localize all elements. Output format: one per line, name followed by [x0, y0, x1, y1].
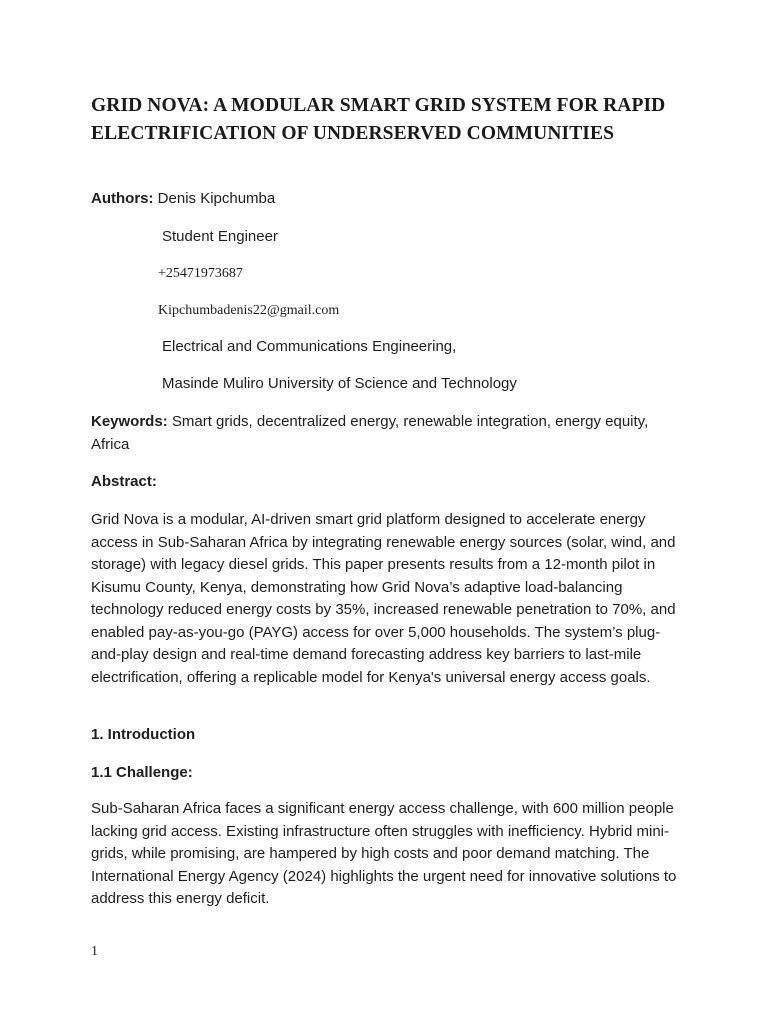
keywords-line: [91, 411, 681, 456]
abstract-text: Grid Nova is a modular, AI-driven smart grid platform designed to accelerate energy access in Sub-Saharan Africa by integrating renewable energy sources (solar, wind, and storage) with legacy diesel grids. This paper presents results from a 12-month pilot in Kisumu County, Kenya, demonstrating how Grid Nova’s adaptive load-balancing technology reduced energy costs by 35%, increased renewable penetration to 70%, and enabled pay-as-you-go (PAYG) access for over 5,000 households. The system’s plug-and-play design and real-time demand forecasting address key barriers to last-mile electrification, offering a replicable model for Kenya's universal energy access goals.: [91, 511, 676, 686]
author-role: Student Engineer: [162, 228, 278, 245]
author-phone: +25471973687: [158, 266, 243, 281]
paper-title: GRID NOVA: A MODULAR SMART GRID SYSTEM FOR RAPID ELECTRIFICATION OF UNDERSERVED COMMUNITIES: [91, 95, 666, 144]
keywords-text: Smart grids, decentralized energy, renewable integration, energy equity, Africa: [91, 413, 649, 453]
authors-label: Authors:: [91, 190, 154, 207]
challenge-subheading: 1.1 Challenge:: [91, 764, 193, 781]
author-university: Masinde Muliro University of Science and Technology: [162, 375, 517, 392]
author-department: Electrical and Communications Engineering,: [162, 338, 457, 355]
introduction-text: Sub-Saharan Africa faces a significant energy access challenge, with 600 million people lacking grid access. Existing infrastructure often struggles with inefficiency. Hybrid mini-grids, while promising, are hampered by high costs and poor demand matching. The International Energy Agency (2024) highlights the urgent need for innovative solutions to address this energy deficit.: [91, 800, 677, 907]
authors-line: [91, 188, 275, 210]
introduction-heading: 1. Introduction: [91, 726, 196, 743]
keywords-label: Keywords:: [91, 413, 168, 430]
author-email: Kipchumbadenis22@gmail.com: [158, 303, 340, 318]
author-name: Denis Kipchumba: [157, 190, 276, 207]
abstract-heading: Abstract:: [91, 473, 157, 490]
page-number: 1: [91, 944, 98, 959]
